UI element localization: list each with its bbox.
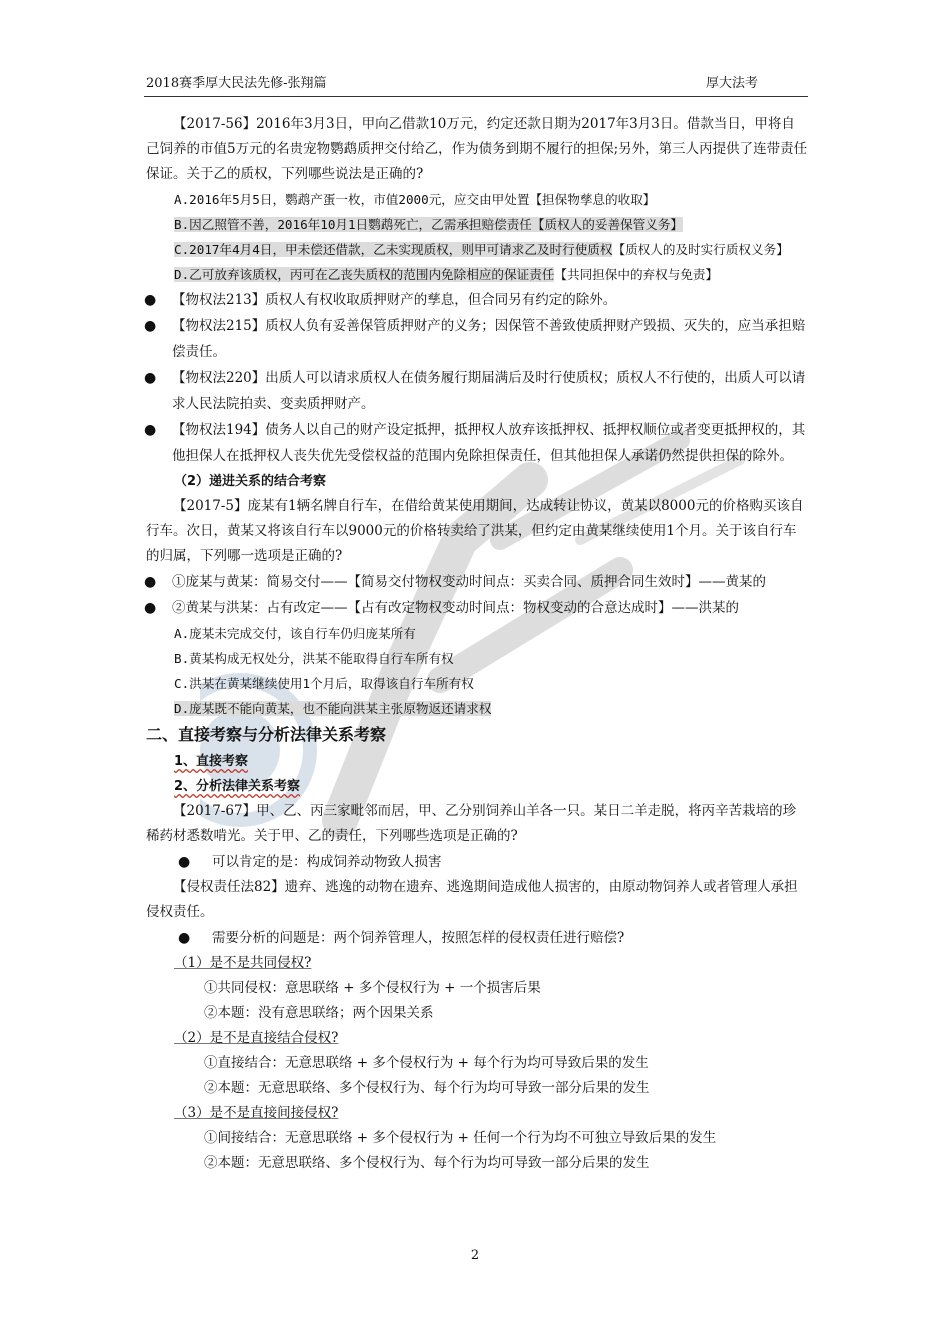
- page-content: [146, 112, 808, 1176]
- question-2017-56-option-d: [146, 262, 808, 287]
- option-c-highlight: C.2017年4月4日，甲未偿还借款，乙未实现质权，则甲可请求乙及时行使质权: [174, 242, 613, 257]
- law-text-213: 【物权法213】质权人有权收取质押财产的孳息，但合同另有约定的除外。: [172, 292, 617, 308]
- analysis-item: [146, 849, 808, 875]
- law-text-194: 【物权法194】债务人以自己的财产设定抵押，抵押权人放弃该抵押权、抵押权顺位或者变更抵押权的，其他担保人在抵押权人丧失优先受偿权益的范围内免除担保责任，但其他担保人承诺仍然提供担保的除外。: [172, 422, 806, 464]
- analysis-text-question: 需要分析的问题是：两个饲养管理人，按照怎样的侵权责任进行赔偿?: [212, 930, 625, 946]
- bullet-dot-icon: ●: [178, 930, 191, 946]
- question-2017-56-option-b: [146, 212, 808, 237]
- law-item: [144, 287, 808, 313]
- bullet-dot-icon: ●: [144, 292, 157, 308]
- analysis-item: [144, 595, 808, 621]
- analysis-text-1: ①庞某与黄某：简易交付——【简易交付物权变动时间点：买卖合同、质押合同生效时】——黄某的: [172, 574, 766, 590]
- analysis-line: ①共同侵权：意思联络 + 多个侵权行为 + 一个损害后果: [204, 980, 541, 996]
- analysis-text-2: ②黄某与洪某：占有改定——【占有改定物权变动时间点：物权变动的合意达成时】——洪某的: [172, 600, 739, 616]
- law-tort-82: 【侵权责任法82】遗弃、逃逸的动物在遗弃、逃逸期间造成他人损害的，由原动物饲养人或者管理人承担侵权责任。: [146, 879, 798, 920]
- analysis-question-3-text: （3）是不是直接间接侵权?: [174, 1105, 339, 1121]
- option-b-highlight: B.因乙照管不善，2016年10月1日鹦鹉死亡，乙需承担赔偿责任【质权人的妥善保管义务】: [174, 217, 684, 232]
- analysis-item: [146, 925, 808, 951]
- option-d-highlight: D.庞某既不能向黄某，也不能向洪某主张原物返还请求权: [174, 701, 492, 716]
- bullet-dot-icon: ●: [144, 600, 157, 616]
- question-2017-5-option-d: [146, 696, 808, 721]
- question-2017-5-stem: 【2017-5】庞某有1辆名牌自行车，在借给黄某使用期间，达成转让协议，黄某以8000元的价格购买该自行车。次日，黄某又将该自行车以9000元的价格转卖给了洪某，但约定由黄某继续使用1个月。关于该自行车的归属，下列哪一选项是正确的?: [146, 498, 804, 564]
- question-2017-67-stem: 【2017-67】甲、乙、丙三家毗邻而居，甲、乙分别饲养山羊各一只。某日二羊走脱，将丙辛苦栽培的珍稀药材悉数啃光。关于甲、乙的责任，下列哪些选项是正确的?: [146, 803, 797, 844]
- option-c-note: 【质权人的及时实行质权义务】: [612, 242, 789, 257]
- question-2017-5-option-b: B.黄某构成无权处分，洪某不能取得自行车所有权: [174, 651, 454, 666]
- question-2017-5-option-a: A.庞某未完成交付，该自行车仍归庞某所有: [174, 626, 416, 641]
- analysis-line: ②本题：没有意思联络；两个因果关系: [204, 1005, 434, 1021]
- page-header-right: 厚大法考: [706, 76, 759, 91]
- analysis-line: ②本题：无意思联络、多个侵权行为、每个行为均可导致一部分后果的发生: [204, 1155, 650, 1171]
- analysis-question-2: [146, 1026, 808, 1051]
- analysis-question-3: [146, 1101, 808, 1126]
- analysis-line: ①间接结合：无意思联络 + 多个侵权行为 + 任何一个行为均不可独立导致后果的发生: [204, 1130, 717, 1146]
- law-item: [144, 365, 808, 417]
- bullet-dot-icon: ●: [144, 422, 157, 438]
- bullet-dot-icon: ●: [144, 370, 157, 386]
- question-2017-56-option-a: A.2016年5月5日，鹦鹉产蛋一枚，市值2000元，应交由甲处置【担保物孳息的收取】: [174, 192, 656, 207]
- analysis-line: ②本题：无意思联络、多个侵权行为、每个行为均可导致一部分后果的发生: [204, 1080, 650, 1096]
- subsection-progressive: （2）递进关系的结合考察: [174, 474, 327, 489]
- law-text-220: 【物权法220】出质人可以请求质权人在债务履行期届满后及时行使质权；质权人不行使的，出质人可以请求人民法院拍卖、变卖质押财产。: [172, 370, 806, 412]
- law-item: [144, 417, 808, 469]
- bullet-dot-icon: ●: [144, 574, 157, 590]
- option-d-highlight: D.乙可放弃该质权，丙可在乙丧失质权的范围内免除相应的保证责任: [174, 267, 555, 282]
- analysis-item: [144, 569, 808, 595]
- question-2017-5-option-c: C.洪某在黄某继续使用1个月后，取得该自行车所有权: [174, 676, 474, 691]
- bullet-dot-icon: ●: [178, 854, 191, 870]
- question-2017-56-stem: 【2017-56】2016年3月3日，甲向乙借款10万元，约定还款日期为2017年3月3日。借款当日，甲将自己饲养的市值5万元的名贵宠物鹦鹉质押交付给乙，作为债务到期不履行的担保;另外，第三人丙提供了连带责任保证。关于乙的质权，下列哪些说法是正确的?: [146, 116, 808, 182]
- analysis-question-2-text: （2）是不是直接结合侵权?: [174, 1030, 339, 1046]
- question-2017-56-option-c: [146, 237, 808, 262]
- subheading-direct: [146, 749, 808, 774]
- law-text-215: 【物权法215】质权人负有妥善保管质押财产的义务；因保管不善致使质押财产毁损、灭失的，应当承担赔偿责任。: [172, 318, 806, 360]
- subheading-analysis: [146, 774, 808, 799]
- page-number: 2: [470, 1248, 480, 1263]
- bullet-dot-icon: ●: [144, 318, 157, 334]
- section-heading-2: 二、直接考察与分析法律关系考察: [146, 725, 387, 744]
- analysis-question-1: [146, 951, 808, 976]
- page-header-left: 2018赛季厚大民法先修-张翔篇: [146, 76, 327, 91]
- subheading-direct-text: 1、直接考察: [174, 754, 249, 769]
- analysis-text-affirm: 可以肯定的是：构成饲养动物致人损害: [212, 854, 442, 870]
- subheading-analysis-text: 2、分析法律关系考察: [174, 779, 301, 794]
- analysis-line: ①直接结合：无意思联络 + 多个侵权行为 + 每个行为均可导致后果的发生: [204, 1055, 649, 1071]
- law-item: [144, 313, 808, 365]
- header-divider: [144, 96, 808, 97]
- analysis-question-1-text: （1）是不是共同侵权?: [174, 955, 312, 971]
- option-d-note: 【共同担保中的弃权与免责】: [554, 267, 719, 282]
